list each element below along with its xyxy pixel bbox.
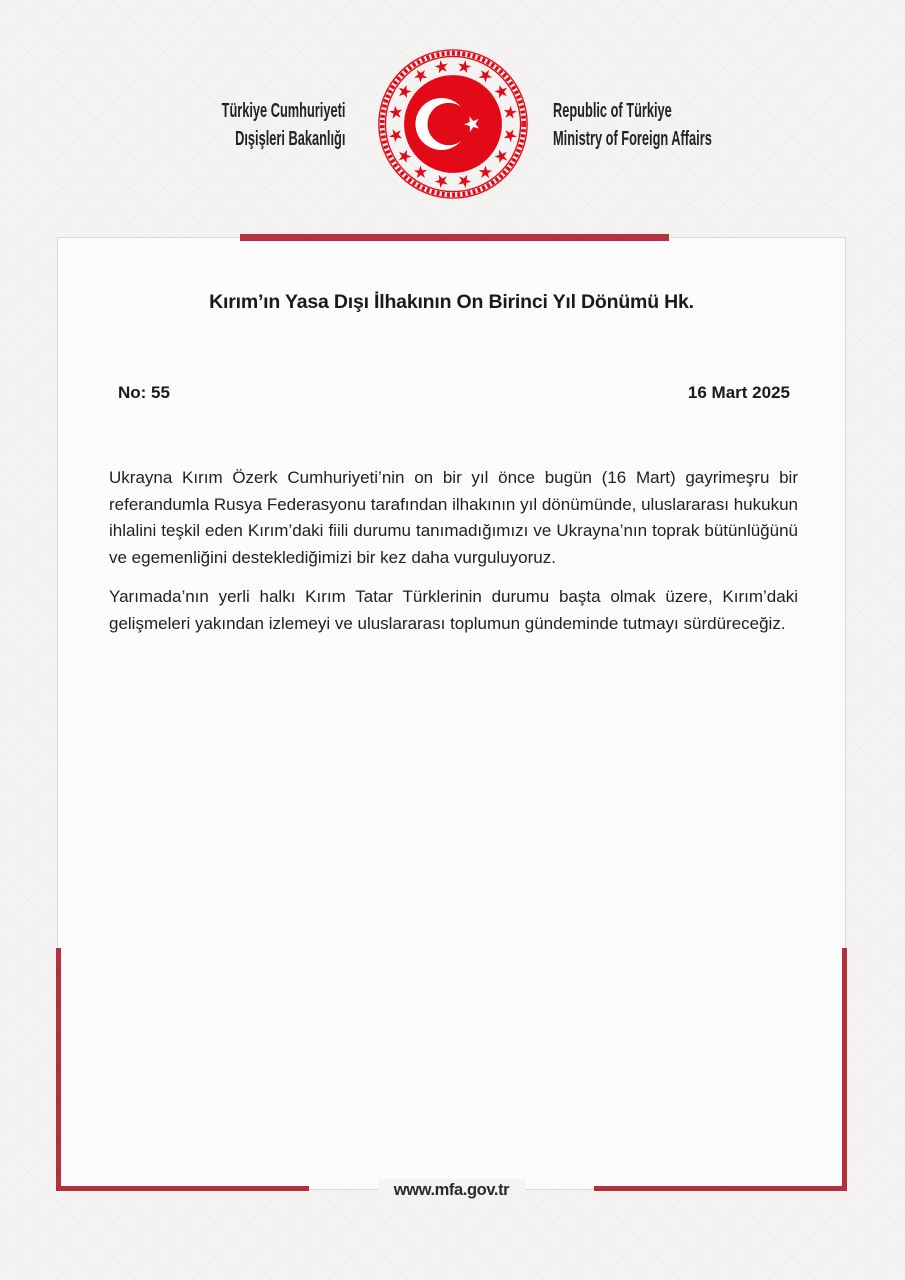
top-accent-bar [240, 234, 669, 241]
letterhead [0, 0, 905, 237]
body-paragraph-1: Ukrayna Kırım Özerk Cumhuriyeti’nin on bir yıl önce bugün (16 Mart) gayrimeşru bir referandumla Rusya Federasyonu tarafından ilhakının yıl dönümünde, uluslararası hukukun ihlalini teşkil eden Kırım’daki fiili durumu tanımadığımızı ve Ukrayna’nın toprak bütünlüğünü ve egemenliğini desteklediğimizi bir kez daha vurguluyoruz. [109, 468, 798, 567]
bottom-right-corner-frame [594, 948, 847, 1191]
letterhead-english [553, 98, 712, 153]
crescent-star-icon [404, 75, 502, 173]
press-release-sheet [57, 237, 846, 1199]
letterhead-turkish-line2: Dışişleri Bakanlığı [234, 127, 345, 150]
letterhead-english-line1: Republic of Türkiye [553, 100, 672, 122]
press-release-title: Kırım’ın Yasa Dışı İlhakının On Birinci Yıl Dönümü Hk. [209, 291, 694, 313]
release-date: 16 Mart 2025 [687, 383, 790, 402]
press-release-body [58, 465, 845, 637]
body-paragraph-2: Yarımada’nın yerli halkı Kırım Tatar Türklerinin durumu başta olmak üzere, Kırım’daki gelişmeleri yakından izlemeyi ve uluslararası toplumun gündeminde tutmayı sürdüreceğiz. [109, 587, 798, 633]
letterhead-turkish [221, 98, 345, 153]
bottom-left-corner-frame [56, 948, 309, 1191]
turkiye-mfa-emblem-icon [376, 47, 530, 201]
letterhead-english-line2: Ministry of Foreign Affairs [553, 127, 712, 150]
release-number: No: 55 [118, 383, 170, 402]
meta-row [58, 383, 845, 403]
footer-website: www.mfa.gov.tr [378, 1179, 525, 1202]
letterhead-turkish-line1: Türkiye Cumhuriyeti [221, 100, 345, 122]
